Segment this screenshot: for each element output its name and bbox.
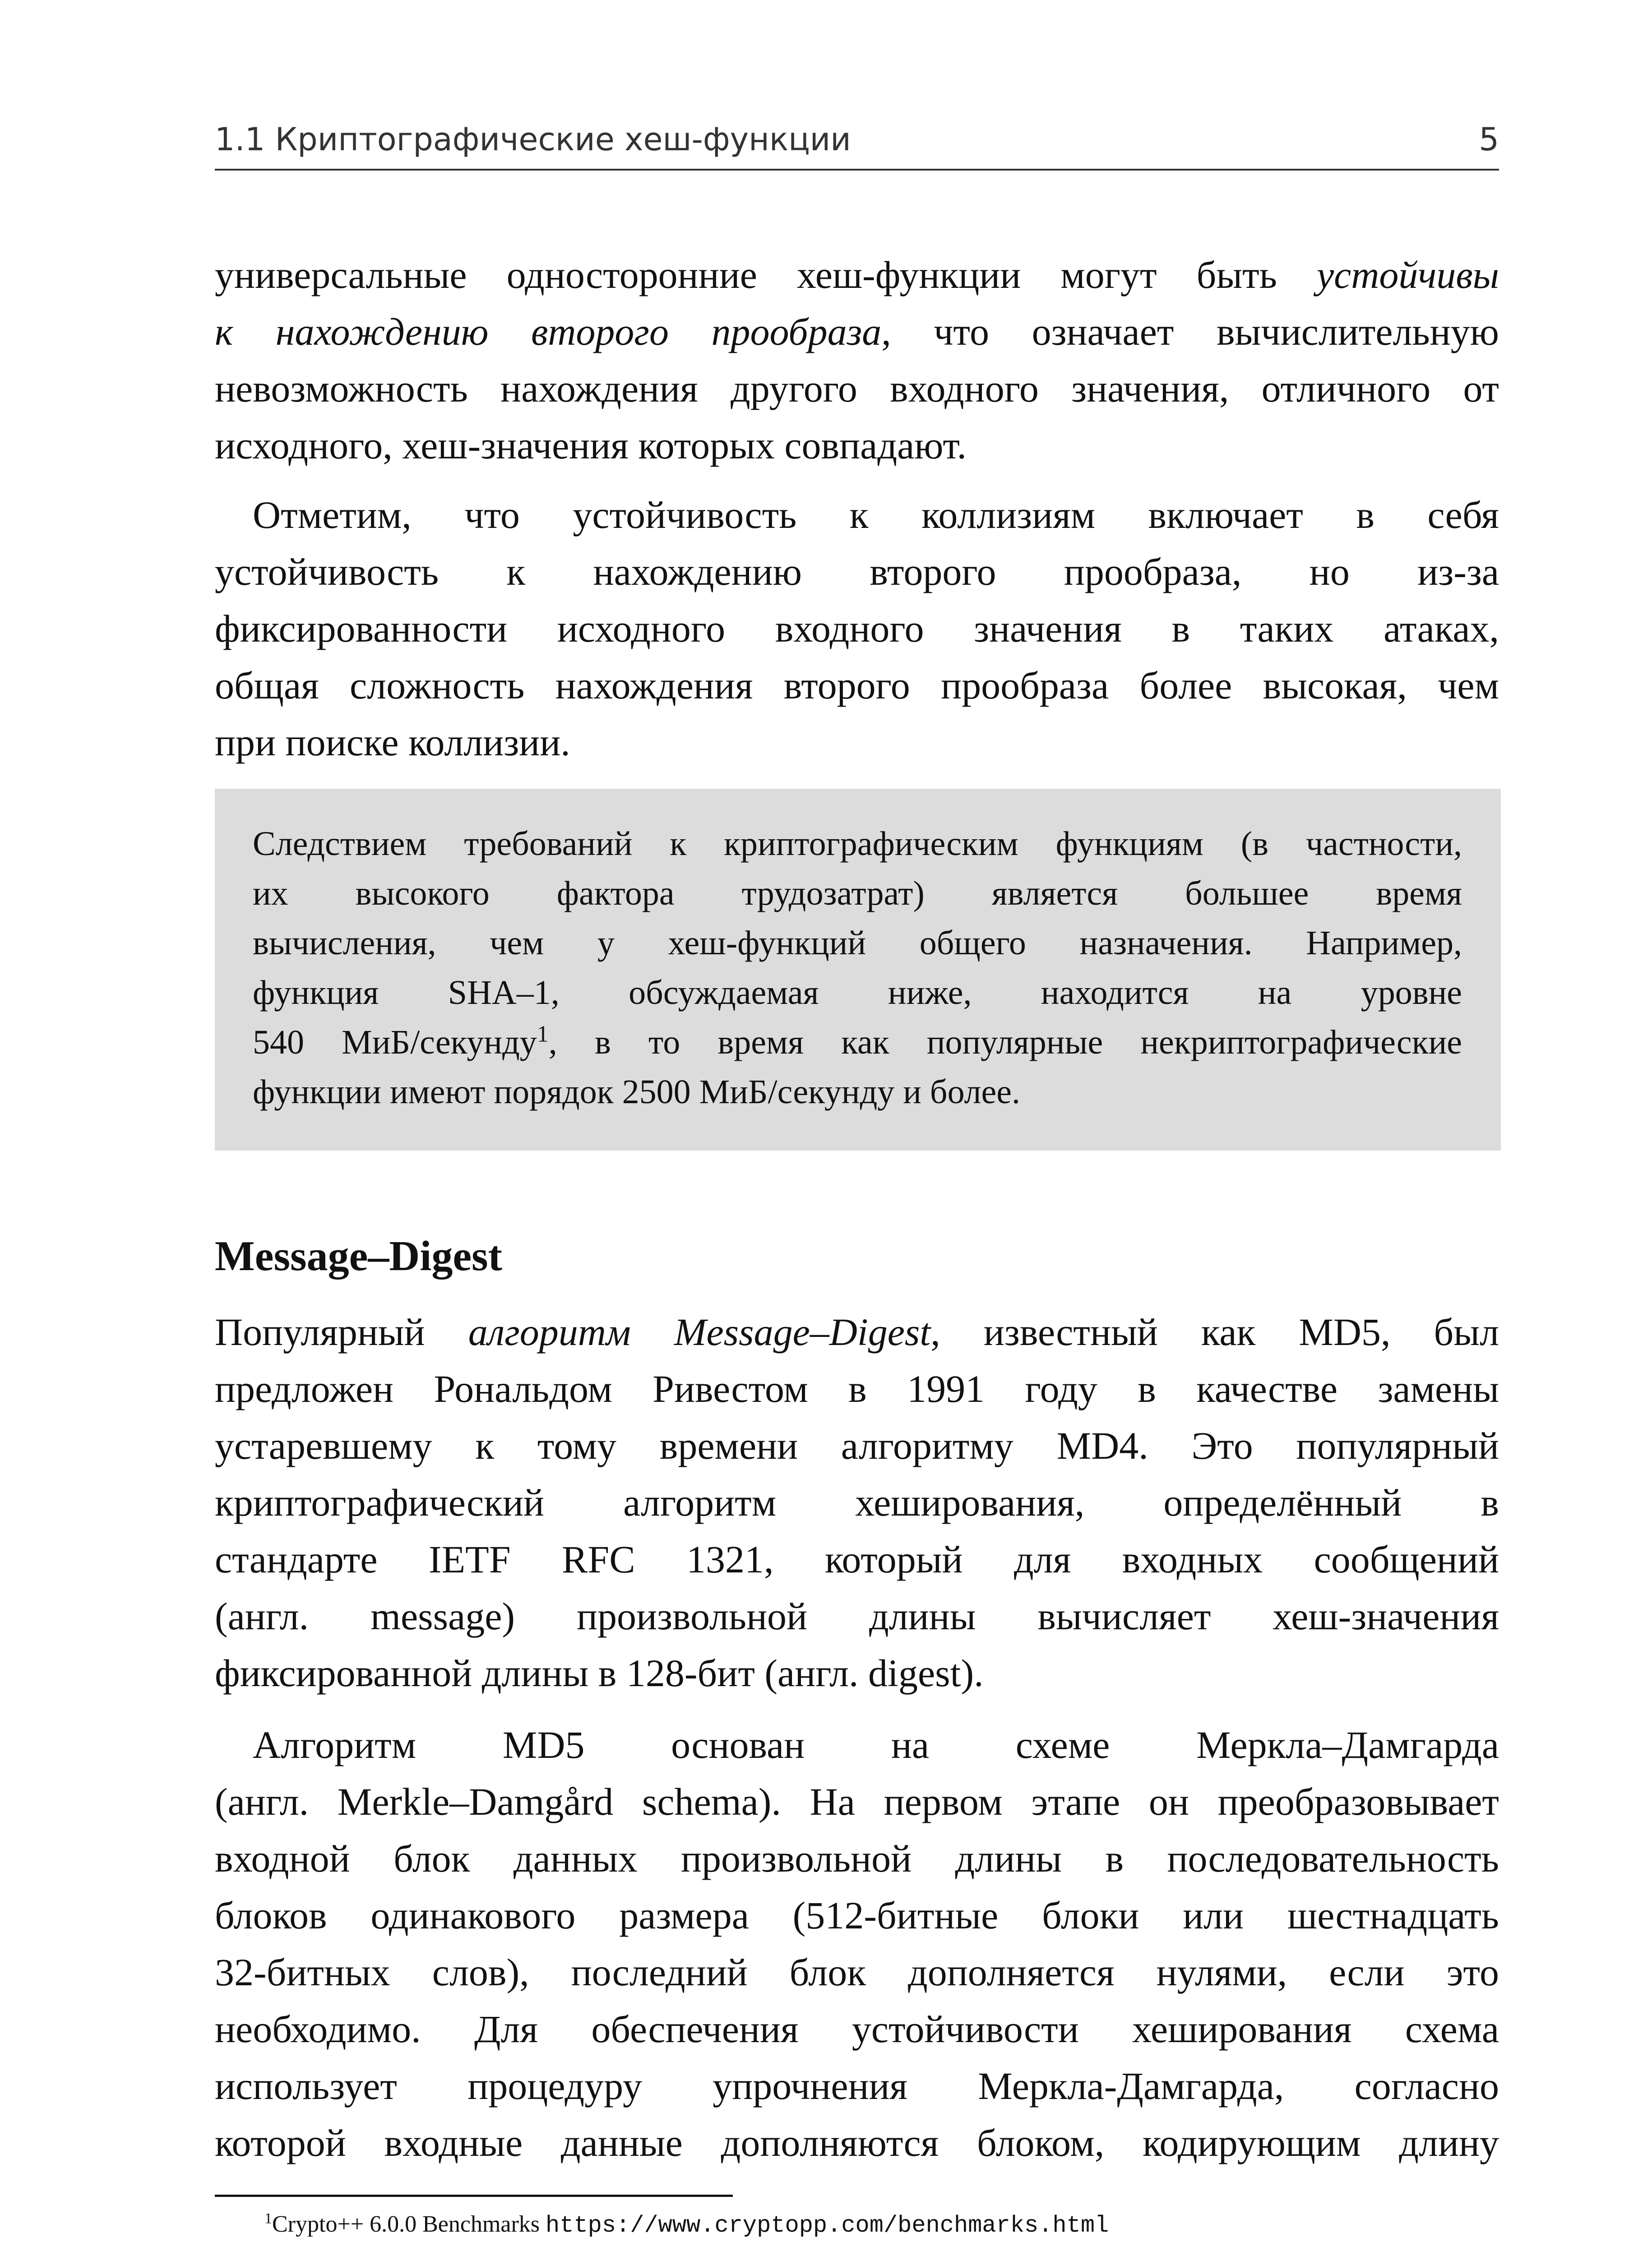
text-line — [253, 869, 1462, 918]
text-line — [215, 1887, 1499, 1944]
text-line — [215, 486, 1499, 543]
text-run: стандарте IETF RFC 1321, который для входных сообщений — [215, 1538, 1499, 1581]
text-run: к нахождению второго прообраза — [215, 310, 882, 353]
text-run: функции имеют порядок 2500 МиБ/секунду и более. — [253, 1073, 1020, 1111]
text-run: устойчивы — [1316, 253, 1499, 296]
running-header — [215, 121, 1499, 162]
text-run: общая сложность нахождения второго прообраза более высокая, чем — [215, 664, 1499, 707]
text-run: Популярный — [215, 1310, 468, 1354]
text-line — [215, 1474, 1499, 1531]
footnote-rule — [215, 2195, 733, 2197]
text-run: Отметим, что устойчивость к коллизиям включает в себя — [253, 493, 1499, 536]
text-line — [253, 819, 1462, 869]
text-run: которой входные данные дополняются блоком, кодирующим длину — [215, 2121, 1499, 2164]
text-run: , что означает вычислительную — [881, 310, 1499, 353]
text-line — [215, 714, 1499, 771]
text-line — [253, 1017, 1462, 1067]
text-line — [215, 360, 1499, 417]
text-line — [215, 303, 1499, 360]
text-line — [215, 1830, 1499, 1887]
text-line — [215, 2114, 1499, 2171]
text-run: функция SHA–1, обсуждаемая ниже, находится на уровне — [253, 974, 1462, 1012]
text-line — [215, 1304, 1499, 1360]
text-line — [215, 2001, 1499, 2057]
note-text — [253, 819, 1462, 1117]
text-line — [215, 1531, 1499, 1588]
paragraph-2 — [215, 486, 1499, 771]
text-line — [253, 1067, 1462, 1117]
text-run: при поиске коллизии. — [215, 721, 570, 764]
text-run: входной блок данных произвольной длины в последовательность — [215, 1837, 1499, 1880]
text-run: их высокого фактора трудозатрат) является большее время — [253, 874, 1462, 912]
text-line — [215, 417, 1499, 474]
text-run: универсальные односторонние хеш-функции могут быть — [215, 253, 1317, 296]
text-line — [253, 968, 1462, 1017]
text-run: Следствием требований к криптографическим функциям (в частности, — [253, 825, 1462, 863]
footnote-mark: 1 — [264, 2210, 272, 2227]
header-title: 1.1 Криптографические хеш-функции — [215, 121, 851, 158]
footnote-link[interactable]: https://www.cryptopp.com/benchmarks.html — [546, 2212, 1109, 2239]
text-run: устойчивость к нахождению второго прообраза, но из-за — [215, 550, 1499, 593]
text-line — [253, 918, 1462, 968]
page-number: 5 — [1479, 121, 1499, 158]
paragraph-3 — [215, 1304, 1499, 1701]
text-line — [215, 1588, 1499, 1645]
text-run: невозможность нахождения другого входного значения, отличного от — [215, 367, 1499, 410]
text-run: фиксированной длины в 128-бит (англ. digest). — [215, 1651, 984, 1695]
text-line — [215, 1417, 1499, 1474]
text-run: 540 МиБ/секунду — [253, 1023, 537, 1061]
paragraph-4 — [215, 1716, 1499, 2171]
text-run: фиксированности исходного входного значения в таких атаках, — [215, 607, 1499, 650]
text-run: необходимо. Для обеспечения устойчивости хеширования схема — [215, 2007, 1499, 2051]
text-run: криптографический алгоритм хеширования, определённый в — [215, 1481, 1499, 1524]
text-run: вычисления, чем у хеш-функций общего назначения. Например, — [253, 924, 1462, 962]
text-line — [215, 1944, 1499, 2001]
text-line — [215, 1360, 1499, 1417]
footnote-text: Crypto++ 6.0.0 Benchmarks — [272, 2211, 546, 2237]
text-run: (англ. message) произвольной длины вычисляет хеш-значения — [215, 1595, 1499, 1638]
text-run: (англ. Merkle–Damgård schema). На первом этапе он преобразовывает — [215, 1780, 1499, 1823]
text-run: Алгоритм MD5 основан на схеме Меркла–Дамгарда — [253, 1723, 1499, 1766]
text-line — [215, 246, 1499, 303]
text-run: блоков одинакового размера (512-битные блоки или шестнадцать — [215, 1894, 1499, 1937]
text-line — [215, 600, 1499, 657]
text-run: 32-битных слов), последний блок дополняется нулями, если это — [215, 1951, 1499, 1994]
section-title: Message–Digest — [215, 1233, 502, 1280]
text-run: , в то время как популярные некриптографические — [548, 1023, 1462, 1061]
text-run: исходного, хеш-значения которых совпадают. — [215, 424, 967, 467]
text-line — [215, 1645, 1499, 1701]
header-rule — [215, 169, 1499, 171]
text-run: устаревшему к тому времени алгоритму MD4. Это популярный — [215, 1424, 1499, 1467]
text-run: предложен Рональдом Ривестом в 1991 году в качестве замены — [215, 1367, 1499, 1410]
text-run: использует процедуру упрочнения Меркла-Дамгарда, согласно — [215, 2064, 1499, 2108]
text-line — [215, 543, 1499, 600]
footnote-ref: 1 — [537, 1021, 549, 1047]
text-line — [215, 2057, 1499, 2114]
text-line — [215, 657, 1499, 714]
paragraph-1 — [215, 246, 1499, 474]
text-run: , известный как MD5, был — [930, 1310, 1499, 1354]
text-line — [215, 1716, 1499, 1773]
text-line — [215, 1773, 1499, 1830]
text-run: алгоритм Message–Digest — [468, 1310, 931, 1354]
footnote — [264, 2211, 1109, 2239]
